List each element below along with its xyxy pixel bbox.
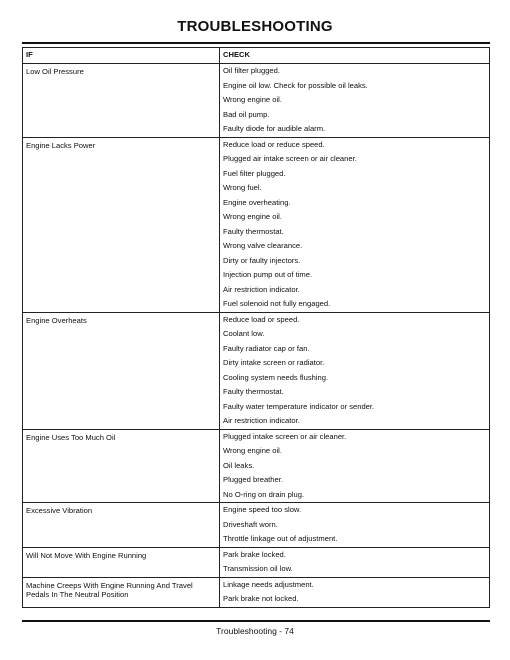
condition-cell: Excessive Vibration [23, 503, 220, 548]
check-item: Park brake not locked. [223, 594, 299, 603]
page-title: TROUBLESHOOTING [177, 18, 333, 35]
check-item: Coolant low. [223, 329, 265, 338]
check-item: Plugged intake screen or air cleaner. [223, 431, 347, 441]
condition-cell: Machine Creeps With Engine Running And Travel Pedals In The Neutral Position [23, 577, 220, 607]
check-item: Faulty thermostat. [223, 226, 284, 236]
check-item: Wrong engine oil. [223, 446, 282, 455]
check-item: Faulty diode for audible alarm. [223, 124, 326, 133]
header-check: CHECK [220, 48, 490, 64]
check-item: Engine speed too slow. [223, 505, 302, 514]
check-item: Bad oil pump. [223, 109, 270, 119]
check-cell [220, 577, 490, 607]
check-item: Faulty water temperature indicator or sender. [223, 401, 375, 411]
table-row [23, 547, 490, 577]
check-item: Fuel filter plugged. [223, 168, 286, 178]
check-item: Engine overheating. [223, 197, 291, 207]
header-if: IF [23, 48, 220, 64]
check-item: Faulty radiator cap or fan. [223, 343, 310, 353]
check-item: Injection pump out of time. [223, 270, 313, 279]
check-item: Dirty intake screen or radiator. [223, 358, 325, 367]
check-item: Engine oil low. Check for possible oil leaks. [223, 80, 368, 90]
table-body [23, 64, 490, 608]
check-item: Fuel solenoid not fully engaged. [223, 299, 331, 308]
table-row [23, 429, 490, 503]
condition-cell: Engine Lacks Power [23, 137, 220, 312]
check-cell [220, 429, 490, 503]
troubleshooting-table [22, 47, 490, 608]
table-header-row [23, 48, 490, 64]
check-item: Park brake locked. [223, 549, 286, 559]
condition-cell: Engine Overheats [23, 312, 220, 429]
check-cell [220, 64, 490, 138]
check-item: No O-ring on drain plug. [223, 489, 305, 499]
check-item: Transmission oil low. [223, 564, 293, 573]
table-row [23, 503, 490, 548]
check-item: Plugged breather. [223, 475, 283, 484]
condition-cell: Will Not Move With Engine Running [23, 547, 220, 577]
check-item: Oil leaks. [223, 460, 255, 470]
check-item: Reduce load or reduce speed. [223, 139, 325, 149]
condition-cell: Low Oil Pressure [23, 64, 220, 138]
check-item: Reduce load or speed. [223, 314, 300, 324]
check-cell [220, 547, 490, 577]
table-row [23, 577, 490, 607]
footer-divider [22, 620, 490, 622]
check-item: Throttle linkage out of adjustment. [223, 534, 338, 543]
check-item: Air restriction indicator. [223, 284, 300, 294]
check-item: Linkage needs adjustment. [223, 579, 314, 589]
check-item: Driveshaft worn. [223, 519, 278, 529]
check-item: Wrong engine oil. [223, 212, 282, 221]
check-item: Wrong engine oil. [223, 95, 282, 104]
table-row [23, 64, 490, 138]
check-item: Faulty thermostat. [223, 387, 284, 396]
check-cell [220, 137, 490, 312]
check-cell [220, 312, 490, 429]
table-row [23, 312, 490, 429]
check-cell [220, 503, 490, 548]
check-item: Wrong valve clearance. [223, 241, 303, 250]
page-footer: Troubleshooting - 74 [216, 626, 294, 636]
check-item: Dirty or faulty injectors. [223, 255, 301, 265]
check-item: Air restriction indicator. [223, 416, 300, 425]
check-item: Cooling system needs flushing. [223, 372, 329, 382]
check-item: Plugged air intake screen or air cleaner. [223, 154, 357, 163]
table-row [23, 137, 490, 312]
check-item: Wrong fuel. [223, 183, 262, 192]
title-divider [22, 42, 490, 44]
check-item: Oil filter plugged. [223, 66, 280, 75]
condition-cell: Engine Uses Too Much Oil [23, 429, 220, 503]
